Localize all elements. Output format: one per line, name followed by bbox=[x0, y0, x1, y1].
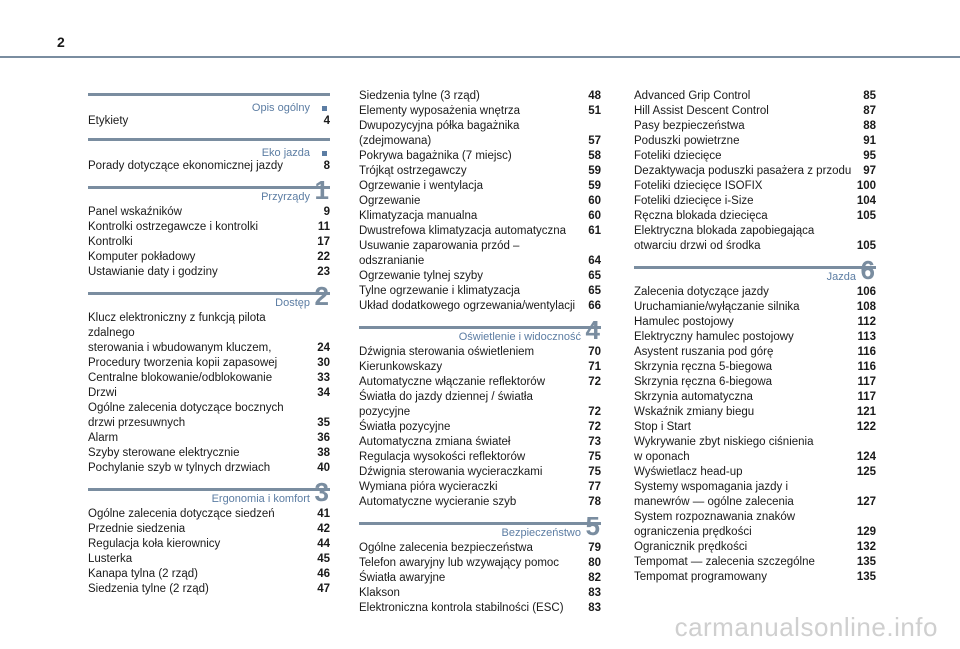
toc-entry[interactable] bbox=[634, 300, 876, 315]
toc-entry[interactable] bbox=[634, 209, 876, 224]
toc-entry[interactable] bbox=[634, 465, 876, 480]
toc-entry-title: Siedzenia tylne (2 rząd) bbox=[88, 583, 209, 595]
toc-entry-page: 72 bbox=[588, 421, 601, 433]
section-number: 5 bbox=[585, 511, 600, 541]
toc-entry[interactable] bbox=[359, 435, 601, 450]
toc-entry-page: 135 bbox=[856, 571, 876, 583]
section-number: 1 bbox=[314, 175, 329, 205]
toc-entry-title: Foteliki dziecięce i-Size bbox=[634, 195, 754, 207]
page-number: 2 bbox=[57, 34, 65, 50]
toc-entry[interactable] bbox=[359, 269, 601, 284]
toc-entry-title: Ogólne zalecenia dotyczące siedzeń bbox=[88, 508, 275, 520]
toc-entry-page: 59 bbox=[588, 180, 601, 192]
toc-entry-page: 47 bbox=[317, 583, 330, 595]
section-header bbox=[359, 511, 601, 541]
toc-entry[interactable] bbox=[634, 480, 876, 510]
toc-entry[interactable] bbox=[634, 164, 876, 179]
section-number: 2 bbox=[314, 281, 329, 311]
toc-entry[interactable] bbox=[88, 431, 330, 446]
toc-entry-page: 104 bbox=[856, 195, 876, 207]
toc-entry-title: Ogrzewanie bbox=[359, 195, 421, 207]
toc-entry[interactable] bbox=[634, 405, 876, 420]
toc-entry-title: Dwupozycyjna półka bagażnika (zdejmowana) bbox=[359, 120, 520, 147]
toc-entry[interactable] bbox=[634, 435, 876, 465]
toc-entry-page: 34 bbox=[317, 387, 330, 399]
toc-entry[interactable] bbox=[359, 420, 601, 435]
toc-entry[interactable] bbox=[359, 224, 601, 239]
toc-entry-page: 65 bbox=[588, 270, 601, 282]
toc-entry-title: Etykiety bbox=[88, 115, 129, 127]
toc-entry[interactable] bbox=[88, 537, 330, 552]
toc-entry[interactable] bbox=[634, 194, 876, 209]
toc-entry-page: 116 bbox=[857, 361, 876, 373]
section-header bbox=[88, 175, 330, 205]
toc-entry-page: 121 bbox=[856, 406, 876, 418]
toc-entry-page: 105 bbox=[856, 240, 876, 252]
toc-entry-title: Siedzenia tylne (3 rząd) bbox=[359, 90, 480, 102]
section-header bbox=[88, 93, 330, 114]
toc-entry-title: Wskaźnik zmiany biegu bbox=[634, 406, 755, 418]
toc-entry[interactable] bbox=[359, 450, 601, 465]
section-title: Przyrządy bbox=[261, 191, 310, 203]
toc-entry-page: 106 bbox=[856, 286, 876, 298]
toc-entry-page: 108 bbox=[856, 301, 876, 313]
toc-entry[interactable] bbox=[88, 159, 330, 174]
section-header bbox=[359, 315, 601, 345]
toc-entry-title: Asystent ruszania pod górę bbox=[634, 346, 774, 358]
toc-entry-page: 132 bbox=[856, 541, 876, 553]
toc-entry-title: Szyby sterowane elektrycznie bbox=[88, 447, 240, 459]
toc-entry[interactable] bbox=[88, 235, 330, 250]
toc-entry[interactable] bbox=[359, 239, 601, 269]
toc-entry[interactable] bbox=[359, 480, 601, 495]
toc-entry-title: Klakson bbox=[359, 587, 400, 599]
toc-entry-title: Hamulec postojowy bbox=[634, 316, 734, 328]
toc-entry-page: 112 bbox=[857, 316, 876, 328]
toc-entry-page: 116 bbox=[857, 346, 876, 358]
toc-entry[interactable] bbox=[359, 194, 601, 209]
toc-entry-page: 57 bbox=[588, 135, 601, 147]
toc-entry-page: 41 bbox=[317, 508, 330, 520]
toc-entry-page: 42 bbox=[317, 523, 330, 535]
toc-entry-page: 117 bbox=[857, 376, 876, 388]
toc-entry-page: 85 bbox=[863, 90, 876, 102]
toc-column-1 bbox=[88, 89, 330, 606]
toc-entry-page: 75 bbox=[588, 466, 601, 478]
toc-entry[interactable] bbox=[634, 540, 876, 555]
toc-entry[interactable] bbox=[634, 179, 876, 194]
toc-entry-title: Kontrolki ostrzegawcze i kontrolki bbox=[88, 221, 259, 233]
toc-entry[interactable] bbox=[359, 601, 601, 616]
toc-entry[interactable] bbox=[634, 555, 876, 570]
toc-entry-page: 91 bbox=[863, 135, 876, 147]
toc-entry-title: Porady dotyczące ekonomicznej jazdy bbox=[88, 160, 283, 172]
toc-entry-page: 33 bbox=[317, 372, 330, 384]
toc-column-3 bbox=[634, 89, 876, 594]
toc-entry-title: Klimatyzacja manualna bbox=[359, 210, 478, 222]
toc-entry-title: Regulacja koła kierownicy bbox=[88, 538, 221, 550]
toc-section bbox=[359, 89, 601, 314]
toc-entry-page: 87 bbox=[863, 105, 876, 117]
toc-entry[interactable] bbox=[88, 311, 330, 356]
toc-entry-page: 8 bbox=[323, 160, 330, 172]
section-title: Ergonomia i komfort bbox=[211, 493, 310, 505]
toc-entry-title: Foteliki dziecięce ISOFIX bbox=[634, 180, 763, 192]
toc-entry[interactable] bbox=[88, 507, 330, 522]
toc-entry[interactable] bbox=[88, 522, 330, 537]
toc-entry[interactable] bbox=[359, 571, 601, 586]
toc-entry-title: Automatyczna zmiana świateł bbox=[359, 436, 511, 448]
toc-entry-page: 88 bbox=[863, 120, 876, 132]
toc-entry[interactable] bbox=[359, 390, 601, 420]
toc-entry[interactable] bbox=[634, 345, 876, 360]
section-number: 6 bbox=[860, 255, 875, 285]
toc-entry[interactable] bbox=[88, 401, 330, 431]
toc-entry[interactable] bbox=[634, 224, 876, 254]
toc-entry[interactable] bbox=[359, 89, 601, 104]
toc-entry[interactable] bbox=[634, 119, 876, 134]
toc-entry-page: 51 bbox=[588, 105, 601, 117]
toc-entry-title: Pochylanie szyb w tylnych drzwiach bbox=[88, 462, 271, 474]
toc-entry[interactable] bbox=[359, 179, 601, 194]
toc-entry-page: 125 bbox=[856, 466, 876, 478]
toc-entry[interactable] bbox=[359, 345, 601, 360]
section-title: Oświetlenie i widoczność bbox=[458, 331, 581, 343]
section-title: Eko jazda bbox=[261, 147, 310, 159]
toc-entry[interactable] bbox=[634, 375, 876, 390]
toc-entry-title: Ręczna blokada dziecięca bbox=[634, 210, 768, 222]
toc-entry-page: 73 bbox=[588, 436, 601, 448]
toc-section bbox=[88, 175, 330, 280]
toc-entry[interactable] bbox=[359, 556, 601, 571]
toc-entry-page: 83 bbox=[588, 587, 601, 599]
toc-entry[interactable] bbox=[359, 299, 601, 314]
toc-entry-title: Lusterka bbox=[88, 553, 133, 565]
toc-entry-title: Skrzynia ręczna 6-biegowa bbox=[634, 376, 773, 388]
toc-section bbox=[88, 281, 330, 476]
section-header bbox=[88, 281, 330, 311]
toc-entry-page: 77 bbox=[588, 481, 601, 493]
toc-entry-page: 113 bbox=[857, 331, 876, 343]
toc-entry[interactable] bbox=[634, 510, 876, 540]
toc-entry-page: 22 bbox=[317, 251, 330, 263]
section-number: 3 bbox=[314, 477, 329, 507]
toc-entry-title: Kanapa tylna (2 rząd) bbox=[88, 568, 198, 580]
toc-entry-page: 58 bbox=[588, 150, 601, 162]
toc-entry-page: 4 bbox=[323, 115, 330, 127]
toc-entry-page: 11 bbox=[317, 221, 330, 233]
toc-section bbox=[359, 315, 601, 510]
toc-entry-title: Usuwanie zaparowania przód – odszranianie bbox=[359, 240, 520, 267]
toc-entry[interactable] bbox=[359, 465, 601, 480]
toc-entry-title: Klucz elektroniczny z funkcją pilota zdalnego sterowania i wbudowanym kluczem, bbox=[88, 312, 272, 354]
toc-entry-page: 59 bbox=[588, 165, 601, 177]
toc-entry-page: 46 bbox=[317, 568, 330, 580]
toc-entry-title: Foteliki dziecięce bbox=[634, 150, 722, 162]
toc-entry-page: 60 bbox=[588, 195, 601, 207]
toc-entry-title: Wykrywanie zbyt niskiego ciśnienia w oponach bbox=[634, 436, 814, 463]
toc-entry[interactable] bbox=[359, 375, 601, 390]
toc-section bbox=[88, 477, 330, 597]
toc-entry-title: Wymiana pióra wycieraczki bbox=[359, 481, 498, 493]
toc-entry-page: 45 bbox=[317, 553, 330, 565]
toc-entry-title: Tempomat programowany bbox=[634, 571, 767, 583]
toc-entry-title: Światła awaryjne bbox=[359, 572, 446, 584]
toc-entry[interactable] bbox=[359, 360, 601, 375]
section-number: 4 bbox=[585, 315, 600, 345]
toc-entry[interactable] bbox=[634, 89, 876, 104]
toc-entry-title: Dwustrefowa klimatyzacja automatyczna bbox=[359, 225, 567, 237]
toc-entry[interactable] bbox=[634, 149, 876, 164]
toc-section bbox=[88, 138, 330, 174]
toc-entry-title: Zalecenia dotyczące jazdy bbox=[634, 286, 769, 298]
toc-entry-page: 24 bbox=[317, 342, 330, 354]
toc-entry-page: 70 bbox=[588, 346, 601, 358]
toc-entry[interactable] bbox=[359, 164, 601, 179]
toc-entry-title: Telefon awaryjny lub wzywający pomoc bbox=[359, 557, 560, 569]
toc-entry-title: Poduszki powietrzne bbox=[634, 135, 740, 147]
toc-entry-page: 78 bbox=[588, 496, 601, 508]
toc-entry-title: Alarm bbox=[88, 432, 119, 444]
toc-entry-title: Ogólne zalecenia bezpieczeństwa bbox=[359, 542, 533, 554]
toc-entry-page: 79 bbox=[588, 542, 601, 554]
toc-entry-page: 60 bbox=[588, 210, 601, 222]
section-header bbox=[634, 255, 876, 285]
header-rule bbox=[0, 56, 960, 58]
toc-entry[interactable] bbox=[634, 104, 876, 119]
toc-entry-title: Automatyczne wycieranie szyb bbox=[359, 496, 517, 508]
toc-entry[interactable] bbox=[88, 371, 330, 386]
toc-entry[interactable] bbox=[634, 570, 876, 585]
toc-entry-title: Automatyczne włączanie reflektorów bbox=[359, 376, 545, 388]
toc-entry-page: 105 bbox=[856, 210, 876, 222]
toc-entry-page: 23 bbox=[317, 266, 330, 278]
toc-entry-page: 80 bbox=[588, 557, 601, 569]
toc-entry-page: 36 bbox=[317, 432, 330, 444]
toc-entry-page: 48 bbox=[588, 90, 601, 102]
toc-entry[interactable] bbox=[88, 250, 330, 265]
toc-entry[interactable] bbox=[88, 114, 330, 129]
section-header bbox=[88, 477, 330, 507]
toc-entry[interactable] bbox=[88, 552, 330, 567]
toc-entry[interactable] bbox=[634, 134, 876, 149]
section-square-icon bbox=[322, 151, 327, 156]
toc-entry[interactable] bbox=[359, 149, 601, 164]
toc-entry-title: Regulacja wysokości reflektorów bbox=[359, 451, 526, 463]
section-title: Bezpieczeństwo bbox=[501, 527, 581, 539]
toc-entry-title: Przednie siedzenia bbox=[88, 523, 186, 535]
toc-entry[interactable] bbox=[88, 220, 330, 235]
toc-section bbox=[359, 511, 601, 616]
toc-entry-title: Ogrzewanie tylnej szyby bbox=[359, 270, 483, 282]
toc-entry-page: 122 bbox=[856, 421, 876, 433]
toc-entry-page: 97 bbox=[863, 165, 876, 177]
toc-entry-title: Elektryczna blokada zapobiegająca otwarciu drzwi od środka bbox=[634, 225, 815, 252]
toc-entry-title: Skrzynia automatyczna bbox=[634, 391, 753, 403]
toc-entry-page: 72 bbox=[588, 406, 601, 418]
toc-entry-page: 40 bbox=[317, 462, 330, 474]
section-square-icon bbox=[322, 106, 327, 111]
toc-entry[interactable] bbox=[88, 461, 330, 476]
toc-entry-page: 117 bbox=[857, 391, 876, 403]
section-title: Dostęp bbox=[275, 297, 310, 309]
toc-section bbox=[634, 255, 876, 585]
toc-entry-title: Tylne ogrzewanie i klimatyzacja bbox=[359, 285, 521, 297]
toc-entry-title: Ogólne zalecenia dotyczące bocznych drzwi przesuwnych bbox=[88, 402, 284, 429]
toc-entry-page: 61 bbox=[588, 225, 601, 237]
toc-entry-title: Ogranicznik prędkości bbox=[634, 541, 748, 553]
section-title: Opis ogólny bbox=[251, 102, 310, 114]
toc-entry[interactable] bbox=[359, 541, 601, 556]
toc-entry-page: 17 bbox=[317, 236, 330, 248]
toc-entry[interactable] bbox=[634, 330, 876, 345]
toc-entry-page: 95 bbox=[863, 150, 876, 162]
toc-entry-title: Układ dodatkowego ogrzewania/wentylacji bbox=[359, 300, 576, 312]
toc-section bbox=[634, 89, 876, 254]
toc-entry-page: 124 bbox=[856, 451, 876, 463]
toc-entry-page: 75 bbox=[588, 451, 601, 463]
toc-entry-title: Uruchamianie/wyłączanie silnika bbox=[634, 301, 800, 313]
toc-entry-page: 135 bbox=[856, 556, 876, 568]
toc-entry-title: Elektryczny hamulec postojowy bbox=[634, 331, 794, 343]
toc-entry-page: 9 bbox=[323, 206, 330, 218]
section-title: Jazda bbox=[826, 271, 856, 283]
toc-entry-title: Dezaktywacja poduszki pasażera z przodu bbox=[634, 165, 852, 177]
toc-entry-title: Tempomat — zalecenia szczególne bbox=[634, 556, 815, 568]
toc-entry-page: 100 bbox=[856, 180, 876, 192]
toc-entry-page: 65 bbox=[588, 285, 601, 297]
toc-entry[interactable] bbox=[88, 582, 330, 597]
toc-entry-page: 66 bbox=[588, 300, 601, 312]
toc-entry-title: Dźwignia sterowania oświetleniem bbox=[359, 346, 535, 358]
toc-entry[interactable] bbox=[88, 567, 330, 582]
toc-entry-title: Stop i Start bbox=[634, 421, 691, 433]
toc-entry-title: Pasy bezpieczeństwa bbox=[634, 120, 745, 132]
toc-entry[interactable] bbox=[359, 284, 601, 299]
toc-entry-title: Skrzynia ręczna 5-biegowa bbox=[634, 361, 773, 373]
toc-entry-title: Światła pozycyjne bbox=[359, 421, 451, 433]
toc-entry[interactable] bbox=[88, 205, 330, 220]
toc-entry[interactable] bbox=[88, 265, 330, 280]
toc-entry[interactable] bbox=[359, 104, 601, 119]
toc-entry-page: 82 bbox=[588, 572, 601, 584]
toc-entry-title: Procedury tworzenia kopii zapasowej bbox=[88, 357, 278, 369]
toc-entry[interactable] bbox=[88, 356, 330, 371]
toc-entry-title: Ustawianie daty i godziny bbox=[88, 266, 218, 278]
toc-entry-page: 64 bbox=[588, 255, 601, 267]
toc-entry[interactable] bbox=[359, 495, 601, 510]
toc-entry-page: 44 bbox=[317, 538, 330, 550]
toc-entry-title: Wyświetlacz head-up bbox=[634, 466, 743, 478]
toc-entry-title: Kontrolki bbox=[88, 236, 133, 248]
toc-entry-title: Hill Assist Descent Control bbox=[634, 105, 769, 117]
toc-entry-title: Elementy wyposażenia wnętrza bbox=[359, 105, 521, 117]
toc-entry-page: 127 bbox=[856, 496, 876, 508]
toc-entry-title: Trójkąt ostrzegawczy bbox=[359, 165, 467, 177]
toc-entry[interactable] bbox=[359, 586, 601, 601]
toc-entry[interactable] bbox=[634, 420, 876, 435]
toc-entry-page: 129 bbox=[856, 526, 876, 538]
toc-entry[interactable] bbox=[359, 119, 601, 149]
toc-column-2 bbox=[359, 89, 601, 625]
toc-entry[interactable] bbox=[88, 386, 330, 401]
toc-entry-title: Advanced Grip Control bbox=[634, 90, 751, 102]
toc-entry-page: 38 bbox=[317, 447, 330, 459]
toc-entry-title: Centralne blokowanie/odblokowanie bbox=[88, 372, 273, 384]
toc-section bbox=[88, 93, 330, 129]
toc-entry[interactable] bbox=[88, 446, 330, 461]
toc-entry-title: Drzwi bbox=[88, 387, 117, 399]
toc-entry-page: 30 bbox=[317, 357, 330, 369]
section-header bbox=[88, 138, 330, 159]
toc-entry-title: Systemy wspomagania jazdy i manewrów — ogólne zalecenia bbox=[634, 481, 794, 508]
toc-entry-title: Światła do jazdy dziennej / światła pozycyjne bbox=[359, 391, 533, 418]
toc-entry[interactable] bbox=[634, 360, 876, 375]
toc-entry-title: Pokrywa bagażnika (7 miejsc) bbox=[359, 150, 512, 162]
toc-entry-title: Dźwignia sterowania wycieraczkami bbox=[359, 466, 543, 478]
toc-entry[interactable] bbox=[359, 209, 601, 224]
watermark: carmanualsonline.info bbox=[674, 612, 938, 642]
toc-entry-title: Komputer pokładowy bbox=[88, 251, 196, 263]
toc-entry[interactable] bbox=[634, 285, 876, 300]
toc-entry-page: 83 bbox=[588, 602, 601, 614]
toc-entry-page: 71 bbox=[588, 361, 601, 373]
toc-entry-title: Panel wskaźników bbox=[88, 206, 182, 218]
toc-entry-page: 72 bbox=[588, 376, 601, 388]
toc-entry-title: System rozpoznawania znaków ograniczenia prędkości bbox=[634, 511, 796, 538]
toc-entry-title: Elektroniczna kontrola stabilności (ESC) bbox=[359, 602, 564, 614]
toc-entry-title: Kierunkowskazy bbox=[359, 361, 443, 373]
toc-entry-title: Ogrzewanie i wentylacja bbox=[359, 180, 484, 192]
toc-entry-page: 35 bbox=[317, 417, 330, 429]
toc-entry[interactable] bbox=[634, 315, 876, 330]
toc-entry[interactable] bbox=[634, 390, 876, 405]
